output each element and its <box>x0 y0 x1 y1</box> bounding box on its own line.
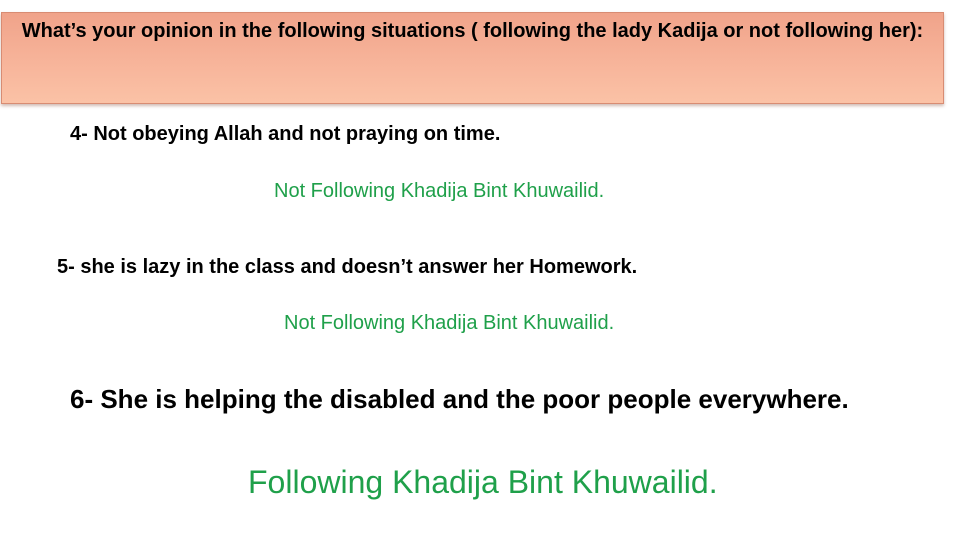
situation-6: 6- She is helping the disabled and the poor people everywhere. <box>70 384 849 414</box>
verdict-5: Not Following Khadija Bint Khuwailid. <box>284 312 615 334</box>
question-title: What’s your opinion in the following situations ( following the lady Kadija or not following her): <box>21 20 924 42</box>
question-banner <box>1 12 944 104</box>
situation-5: 5- she is lazy in the class and doesn’t answer her Homework. <box>57 256 638 278</box>
verdict-4: Not Following Khadija Bint Khuwailid. <box>274 180 605 202</box>
verdict-6: Following Khadija Bint Khuwailid. <box>248 464 718 500</box>
situation-4: 4- Not obeying Allah and not praying on time. <box>70 123 501 145</box>
